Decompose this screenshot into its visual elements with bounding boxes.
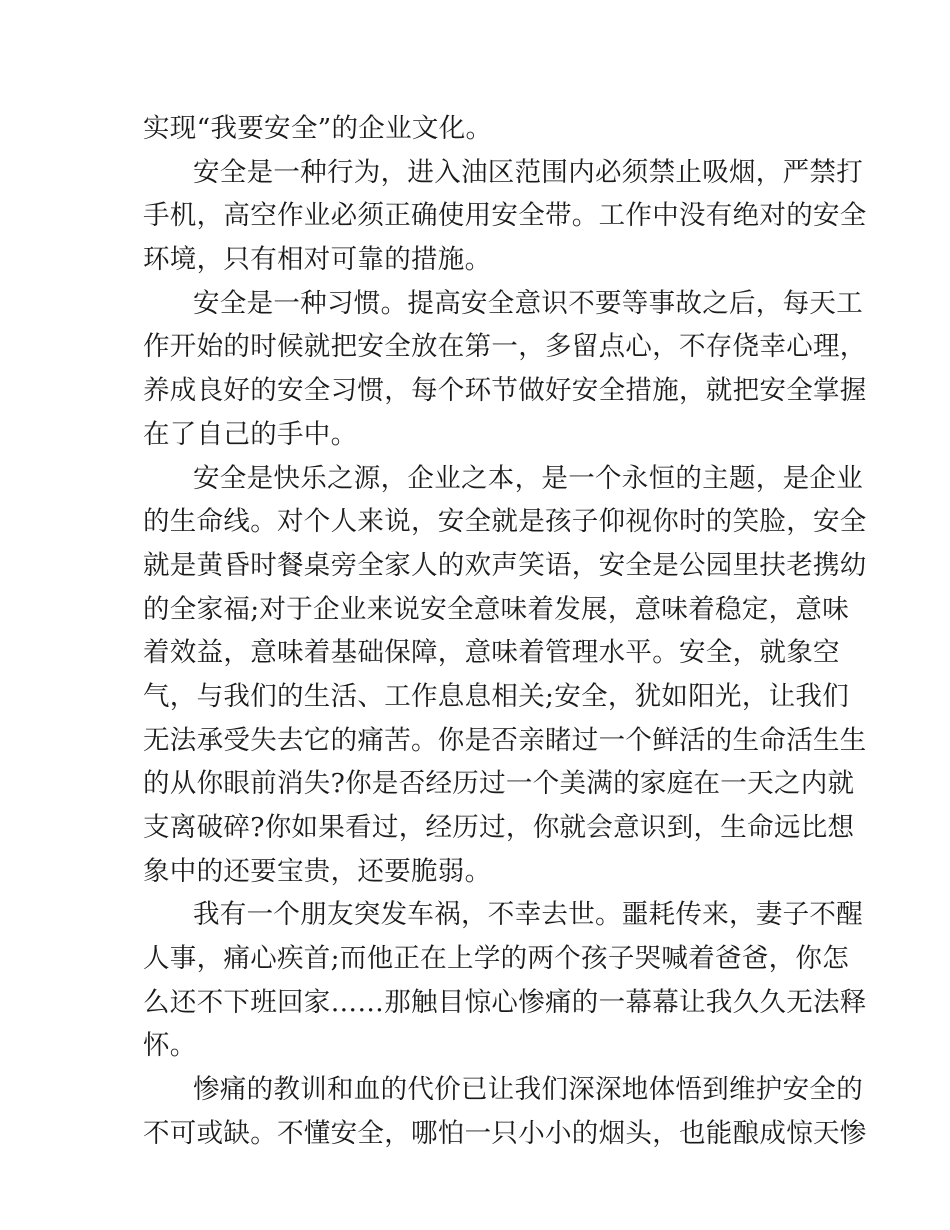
text-line: 无法承受失去它的痛苦。你是否亲睹过一个鲜活的生命活生生 [143, 724, 867, 756]
text-line: 在了自己的手中。 [143, 418, 358, 450]
text-line: 的生命线。对个人来说，安全就是孩子仰视你时的笑脸，安全 [143, 506, 867, 538]
document-body [143, 107, 867, 1156]
text-line: 不可或缺。不懂安全，哪怕一只小小的烟头，也能酿成惊天惨 [143, 1117, 867, 1149]
paragraph-first-line: 我有一个朋友突发车祸，不幸去世。噩耗传来，妻子不醒 [193, 899, 863, 931]
paragraph-first-line: 安全是快乐之源，企业之本，是一个永恒的主题，是企业 [193, 462, 863, 494]
text-line: 的从你眼前消失?你是否经历过一个美满的家庭在一天之内就 [143, 768, 855, 800]
paragraph-first-line: 安全是一种习惯。提高安全意识不要等事故之后，每天工 [193, 287, 863, 319]
text-line: 就是黄昏时餐桌旁全家人的欢声笑语，安全是公园里扶老携幼 [143, 549, 867, 581]
text-line: 人事，痛心疾首;而他正在上学的两个孩子哭喊着爸爸，你怎 [143, 943, 850, 975]
text-line: 手机，高空作业必须正确使用安全带。工作中没有绝对的安全 [143, 200, 867, 232]
text-line: 作开始的时候就把安全放在第一，多留点心，不存侥幸心理， [143, 331, 867, 363]
text-line: 的全家福;对于企业来说安全意味着发展，意味着稳定，意味 [143, 593, 850, 625]
text-line: 支离破碎?你如果看过，经历过，你就会意识到，生命远比想 [143, 812, 855, 843]
paragraph-first-line: 安全是一种行为，进入油区范围内必须禁止吸烟，严禁打 [193, 156, 863, 188]
text-line: 养成良好的安全习惯，每个环节做好安全措施，就把安全掌握 [143, 375, 867, 407]
text-line: 着效益，意味着基础保障，意味着管理水平。安全，就象空 [143, 637, 840, 669]
text-line: 环境，只有相对可靠的措施。 [143, 244, 492, 276]
text-line: 么还不下班回家……那触目惊心惨痛的一幕幕让我久久无法释 [143, 986, 867, 1018]
text-line: 怀。 [143, 1030, 197, 1062]
text-line: 实现“我要安全”的企业文化。 [143, 113, 493, 144]
text-line: 象中的还要宝贵，还要脆弱。 [143, 855, 492, 887]
text-line: 气，与我们的生活、工作息息相关;安全，犹如阳光，让我们 [143, 680, 850, 712]
paragraph-first-line: 惨痛的教训和血的代价已让我们深深地体悟到维护安全的 [193, 1074, 863, 1106]
